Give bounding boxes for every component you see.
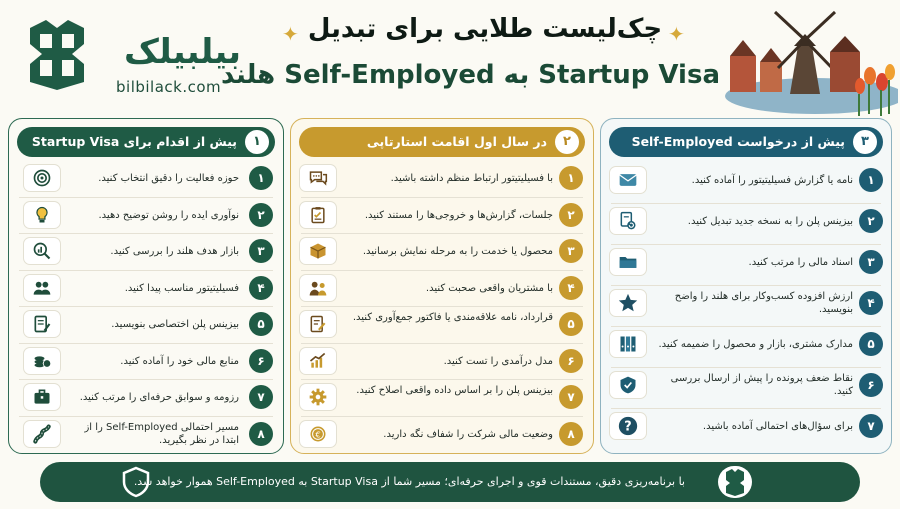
checklist-item-text: اسناد مالی را مرتب کنید. bbox=[748, 257, 853, 268]
checklist-item-text: قرارداد، نامه علاقه‌مندی یا فاکتور جمع‌آوری کنید. bbox=[352, 312, 553, 323]
checklist-item-text: نقاط ضعف پرونده را پیش از ارسال بررسی کنید. bbox=[670, 373, 853, 397]
footer-banner bbox=[40, 462, 860, 502]
checklist-item bbox=[291, 344, 593, 378]
column-header bbox=[609, 127, 883, 157]
checklist-item bbox=[9, 380, 283, 414]
footer-text: با برنامه‌ریزی دقیق، مستندات قوی و اجرای حرفه‌ای؛ مسیر شما از Startup Visa به Self-Employed هموار خواهد شد. bbox=[133, 475, 685, 488]
column-title: پیش از درخواست Self-Employed bbox=[631, 134, 845, 149]
column-title: در سال اول اقامت استارتاپی bbox=[366, 134, 547, 149]
checklist-item-text: با مشتریان واقعی صحبت کنید. bbox=[425, 282, 553, 294]
checklist-item-number: ۳ bbox=[559, 239, 583, 263]
column-title: پیش از اقدام برای Startup Visa bbox=[31, 134, 237, 149]
checklist-item-number: ۴ bbox=[859, 291, 883, 315]
checklist-item bbox=[601, 204, 891, 238]
checklist-item-text: محصول یا خدمت را به مرحله نمایش برسانید. bbox=[362, 246, 553, 257]
checklist-item-number: ۶ bbox=[859, 373, 883, 397]
checklist-item-number: ۷ bbox=[559, 385, 583, 409]
column-number: ۱ bbox=[245, 130, 269, 154]
checklist-item-number: ۴ bbox=[559, 276, 583, 300]
coins-icon bbox=[23, 347, 61, 375]
sparkle-icon: ✦ bbox=[282, 22, 299, 46]
checklist-item-number: ۲ bbox=[859, 209, 883, 233]
people-icon bbox=[23, 274, 61, 302]
checklist-item-number: ۳ bbox=[249, 239, 273, 263]
checklist-item-text: حوزه فعالیت را دقیق انتخاب کنید. bbox=[98, 173, 239, 184]
column-header bbox=[17, 127, 275, 157]
checklist-item-number: ۱ bbox=[859, 168, 883, 192]
magnifier-chart-icon bbox=[23, 237, 61, 265]
checklist-item-text: بازار هدف هلند را بررسی کنید. bbox=[110, 246, 239, 257]
euro-coin-icon bbox=[299, 420, 337, 448]
lightbulb-icon bbox=[23, 201, 61, 229]
column-first-year bbox=[290, 118, 594, 454]
clipboard-check-icon bbox=[299, 201, 337, 229]
checklist-item-number: ۱ bbox=[559, 166, 583, 190]
contract-icon bbox=[299, 310, 337, 338]
document-pen-icon bbox=[23, 310, 61, 338]
star-icon bbox=[609, 289, 647, 317]
target-icon bbox=[23, 164, 61, 192]
growth-chart-icon bbox=[299, 347, 337, 375]
chat-icon bbox=[299, 164, 337, 192]
question-icon bbox=[609, 412, 647, 440]
checklist-item bbox=[291, 417, 593, 451]
checklist-item-text: با فسیلیتیتور ارتباط منظم داشته باشید. bbox=[390, 173, 553, 184]
checklist-item-text: بیزینس پلن را بر اساس داده واقعی اصلاح کنید. bbox=[356, 385, 553, 396]
checklist-item bbox=[601, 409, 891, 443]
checklist-item-number: ۷ bbox=[859, 414, 883, 438]
checklist-item bbox=[601, 327, 891, 361]
road-icon bbox=[23, 420, 61, 448]
checklist-item-number: ۵ bbox=[859, 332, 883, 356]
checklist-item bbox=[9, 344, 283, 378]
footer-logo-icon bbox=[718, 466, 752, 498]
checklist-item bbox=[601, 163, 891, 197]
checklist-item bbox=[9, 271, 283, 305]
checklist-item-number: ۵ bbox=[249, 312, 273, 336]
checklist-item-text: بیزینس پلن را به نسخه جدید تبدیل کنید. bbox=[687, 216, 853, 227]
checklist-item-number: ۶ bbox=[249, 349, 273, 373]
logo-text-en: bilbilack.com bbox=[116, 78, 222, 96]
checklist-item bbox=[9, 198, 283, 232]
checklist-item-text: مدارک مشتری، بازار و محصول را ضمیمه کنید. bbox=[658, 339, 853, 350]
gear-icon bbox=[299, 383, 337, 411]
checklist-item-text: جلسات، گزارش‌ها و خروجی‌ها را مستند کنید. bbox=[364, 209, 553, 221]
checklist-item-number: ۸ bbox=[249, 422, 273, 446]
checklist-item-text: منابع مالی خود را آماده کنید. bbox=[120, 355, 239, 367]
checklist-item-number: ۲ bbox=[249, 203, 273, 227]
checklist-item-number: ۳ bbox=[859, 250, 883, 274]
checklist-item-number: ۶ bbox=[559, 349, 583, 373]
checklist-item bbox=[291, 198, 593, 232]
folder-icon bbox=[609, 248, 647, 276]
checklist-item-number: ۴ bbox=[249, 276, 273, 300]
logo-mark-icon bbox=[26, 20, 88, 90]
checklist-item bbox=[9, 307, 283, 341]
checklist-item bbox=[291, 234, 593, 268]
brand-logo bbox=[16, 14, 256, 104]
checklist-item-text: رزومه و سوابق حرفه‌ای را مرتب کنید. bbox=[79, 392, 239, 403]
checklist-item bbox=[291, 271, 593, 305]
checklist-item-text: مدل درآمدی را تست کنید. bbox=[443, 355, 553, 367]
checklist-item-number: ۲ bbox=[559, 203, 583, 227]
checklist-item bbox=[601, 245, 891, 279]
checklist-item-text: نوآوری ایده را روشن توضیح دهید. bbox=[98, 209, 239, 221]
checklist-item-text: بیزینس پلن اختصاصی بنویسید. bbox=[111, 319, 239, 330]
checklist-item bbox=[291, 307, 593, 341]
checklist-item bbox=[291, 380, 593, 414]
main-subtitle: Startup Visa به Self-Employed هلند bbox=[220, 60, 720, 90]
column-number: ۳ bbox=[853, 130, 877, 154]
checklist-item bbox=[9, 234, 283, 268]
svg-text:€: € bbox=[315, 428, 321, 439]
customers-icon bbox=[299, 274, 337, 302]
checklist-item-number: ۸ bbox=[559, 422, 583, 446]
sparkle-icon: ✦ bbox=[668, 22, 685, 46]
column-before-startup-visa bbox=[8, 118, 284, 454]
logo-text-fa: بیلبیلک bbox=[124, 32, 241, 72]
column-before-self-employed bbox=[600, 118, 892, 454]
shield-check-icon bbox=[609, 371, 647, 399]
column-number: ۲ bbox=[555, 130, 579, 154]
checklist-item bbox=[9, 417, 283, 451]
checklist-item-text: برای سؤال‌های احتمالی آماده باشید. bbox=[702, 421, 853, 432]
column-header bbox=[299, 127, 585, 157]
binders-icon bbox=[609, 330, 647, 358]
checklist-item bbox=[291, 161, 593, 195]
checklist-item bbox=[9, 161, 283, 195]
envelope-icon bbox=[609, 166, 647, 194]
checklist-item-number: ۵ bbox=[559, 312, 583, 336]
checklist-item-number: ۷ bbox=[249, 385, 273, 409]
windmill-scene-icon bbox=[720, 6, 898, 122]
checklist-item-text: ارزش افزوده کسب‌وکار برای هلند را واضح بنویسید. bbox=[674, 291, 853, 315]
document-refresh-icon bbox=[609, 207, 647, 235]
checklist-item-text: وضعیت مالی شرکت را شفاف نگه دارید. bbox=[383, 428, 553, 440]
main-title: چک‌لیست طلایی برای تبدیل bbox=[307, 14, 663, 44]
checklist-item bbox=[601, 368, 891, 402]
briefcase-icon bbox=[23, 383, 61, 411]
svg-text:?: ? bbox=[624, 419, 632, 435]
checklist-item-text: نامه یا گزارش فسیلیتیتور را آماده کنید. bbox=[691, 175, 853, 186]
checklist-item-text: مسیر احتمالی Self-Employed را از ابتدا در نظر بگیرید. bbox=[84, 421, 239, 446]
checklist-item-number: ۱ bbox=[249, 166, 273, 190]
checklist-item-text: فسیلیتیتور مناسب پیدا کنید. bbox=[124, 282, 239, 294]
checklist-item bbox=[601, 286, 891, 320]
box-icon bbox=[299, 237, 337, 265]
